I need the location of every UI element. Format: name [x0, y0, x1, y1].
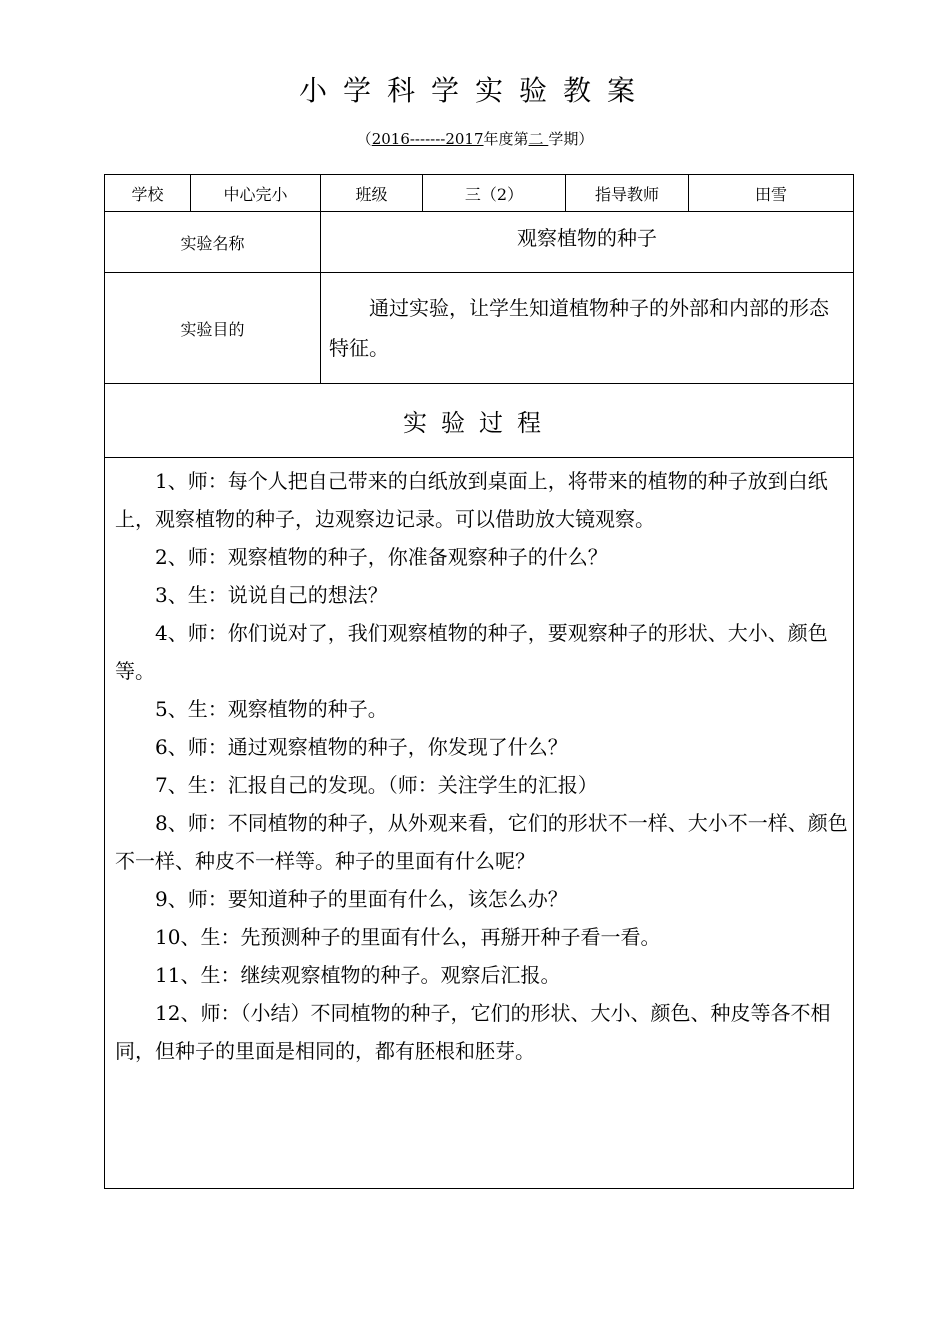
process-step: 7、生：汇报自己的发现。（师：关注学生的汇报）	[155, 773, 598, 797]
document-title: 小学科学实验教案	[298, 74, 651, 107]
process-step: 5、生：观察植物的种子。	[155, 697, 388, 721]
process-step: 2、师：观察植物的种子，你准备观察种子的什么？	[155, 545, 608, 569]
process-heading: 实验过程	[105, 384, 854, 458]
experiment-name-label: 实验名称	[105, 212, 321, 273]
experiment-goal-row	[105, 273, 854, 384]
experiment-name-row	[105, 212, 854, 273]
process-step: 11、生：继续观察植物的种子。观察后汇报。	[155, 963, 561, 987]
school-term-line	[0, 129, 950, 149]
process-step: 12、师：（小结）不同植物的种子，它们的形状、大小、颜色、种皮等各不相同，但种子的里面是相同的，都有胚根和胚芽。	[115, 1001, 831, 1063]
process-step: 4、师：你们说对了，我们观察植物的种子，要观察种子的形状、大小、颜色等。	[115, 621, 828, 683]
process-body-row	[105, 458, 854, 1189]
info-row	[105, 175, 854, 212]
process-step: 10、生：先预测种子的里面有什么，再掰开种子看一看。	[155, 925, 661, 949]
lesson-plan-table	[104, 174, 854, 1189]
term-mid: 年度第	[483, 130, 529, 148]
term-end: 学期）	[548, 130, 594, 148]
process-step: 9、师：要知道种子的里面有什么，该怎么办？	[155, 887, 568, 911]
process-steps	[105, 458, 853, 1070]
school-label: 学校	[105, 175, 191, 212]
term-open: （	[356, 130, 372, 148]
process-step: 6、师：通过观察植物的种子，你发现了什么？	[155, 735, 568, 759]
experiment-goal-value: 通过实验，让学生知道植物种子的外部和内部的形态特征。	[321, 273, 854, 384]
process-heading-row	[105, 384, 854, 458]
class-value: 三（2）	[423, 175, 566, 212]
class-label: 班级	[321, 175, 423, 212]
process-step: 3、生：说说自己的想法？	[155, 583, 388, 607]
term-years: 2016-------2017	[371, 130, 484, 148]
process-body	[105, 458, 854, 1189]
teacher-label: 指导教师	[566, 175, 689, 212]
teacher-value: 田雪	[689, 175, 854, 212]
process-step: 8、师：不同植物的种子，从外观来看，它们的形状不一样、大小不一样、颜色不一样、种皮不一样等。种子的里面有什么呢？	[115, 811, 848, 873]
process-step: 1、师：每个人把自己带来的白纸放到桌面上，将带来的植物的种子放到白纸上，观察植物的种子，边观察边记录。可以借助放大镜观察。	[115, 469, 828, 531]
experiment-goal-label: 实验目的	[105, 273, 321, 384]
experiment-name-value: 观察植物的种子	[321, 212, 854, 273]
school-value: 中心完小	[191, 175, 321, 212]
term-number: 二	[528, 130, 549, 148]
